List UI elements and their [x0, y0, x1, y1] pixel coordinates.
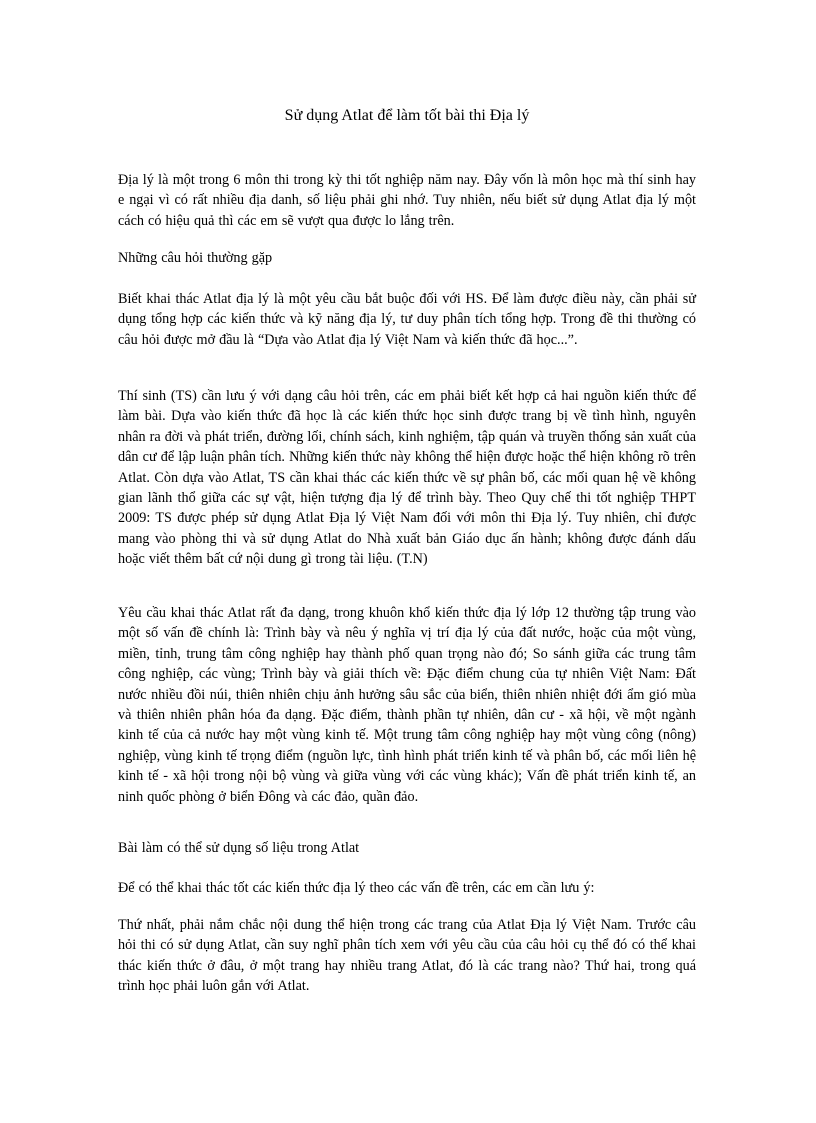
- document-title: Sử dụng Atlat để làm tốt bài thi Địa lý: [284, 107, 530, 124]
- paragraph-intro: Địa lý là một trong 6 môn thi trong kỳ thi tốt nghiệp năm nay. Đây vốn là môn học mà thí sinh hay e ngại vì có rất nhiều địa danh, số liệu phải ghi nhớ. Tuy nhiên, nếu biết sử dụng Atlat địa lý một cách có hiệu quả thì các em sẽ vượt qua được lo lắng trên.: [118, 172, 696, 229]
- paragraph-first-second: Thứ nhất, phải nắm chắc nội dung thể hiện trong các trang của Atlat Địa lý Việt Nam. Trước câu hỏi thi có sử dụng Atlat, cần suy nghĩ phân tích xem với yêu cầu của câu hỏi cụ thể đó có thể khai thác kiến thức ở đâu, ở một trang hay nhiều trang Atlat, đó là các trang nào? Thứ hai, trong quá trình học phải luôn gắn với Atlat.: [118, 917, 696, 995]
- paragraph-atlat-requirement: Biết khai thác Atlat địa lý là một yêu cầu bắt buộc đối với HS. Để làm được điều này, cần phải sử dụng tổng hợp các kiến thức và kỹ năng địa lý, tư duy phân tích tổng hợp. Trong đề thi thường có câu hỏi được mở đầu là “Dựa vào Atlat địa lý Việt Nam và kiến thức đã học...”.: [118, 291, 696, 348]
- paragraph-candidate-notes: Thí sinh (TS) cần lưu ý với dạng câu hỏi trên, các em phải biết kết hợp cả hai nguồn kiến thức để làm bài. Dựa vào kiến thức đã học là các kiến thức học sinh được trang bị về tình hình, nguyên nhân ra đời và phát triển, đường lối, chính sách, kinh nghiệm, tập quán và truyền thống sản xuất của dân cư để lập luận phân tích. Những kiến thức này không thể hiện được hoặc thể hiện không rõ trên Atlat. Còn dựa vào Atlat, TS cần khai thác các kiến thức về sự phân bố, các mối quan hệ về không gian lãnh thổ giữa các sự vật, hiện tượng địa lý để trình bày. Theo Quy chế thi tốt nghiệp THPT 2009: TS được phép sử dụng Atlat Địa lý Việt Nam đối với môn thi Địa lý. Tuy nhiên, chỉ được mang vào phòng thi và sử dụng Atlat do Nhà xuất bản Giáo dục ấn hành; không được đánh dấu hoặc viết thêm bất cứ nội dung gì trong tài liệu. (T.N): [118, 388, 696, 568]
- section-heading-common-questions: Những câu hỏi thường gặp: [118, 250, 273, 266]
- paragraph-atlat-topics: Yêu cầu khai thác Atlat rất đa dạng, trong khuôn khổ kiến thức địa lý lớp 12 thường tập trung vào một số vấn đề chính là: Trình bày và nêu ý nghĩa vị trí địa lý của đất nước, hoặc của một vùng, miền, tỉnh, trung tâm công nghiệp hay thành phố quan trọng nào đó; So sánh giữa các trung tâm công nghiệp, các vùng; Trình bày và giải thích về: Đặc điểm chung của tự nhiên Việt Nam: Đất nước nhiều đồi núi, thiên nhiên chịu ảnh hưởng sâu sắc của biển, thiên nhiên nhiệt đới ẩm gió mùa và thiên nhiên phân hóa đa dạng. Đặc điểm, thành phần tự nhiên, dân cư - xã hội, về một ngành kinh tế của cả nước hay một vùng kinh tế. Một trung tâm công nghiệp hay một vùng công (nông) nghiệp, vùng kinh tế trọng điểm (nguồn lực, tình hình phát triển kinh tế và phân bố, các mối liên hệ kinh tế - xã hội trong nội bộ vùng và giữa vùng với các vùng khác); Vấn đề phát triển kinh tế, an ninh quốc phòng ở biển Đông và các đảo, quần đảo.: [118, 605, 696, 805]
- paragraph-notes-intro: Để có thể khai thác tốt các kiến thức địa lý theo các vấn đề trên, các em cần lưu ý:: [118, 880, 595, 896]
- section-heading-using-data: Bài làm có thể sử dụng số liệu trong Atlat: [118, 840, 360, 856]
